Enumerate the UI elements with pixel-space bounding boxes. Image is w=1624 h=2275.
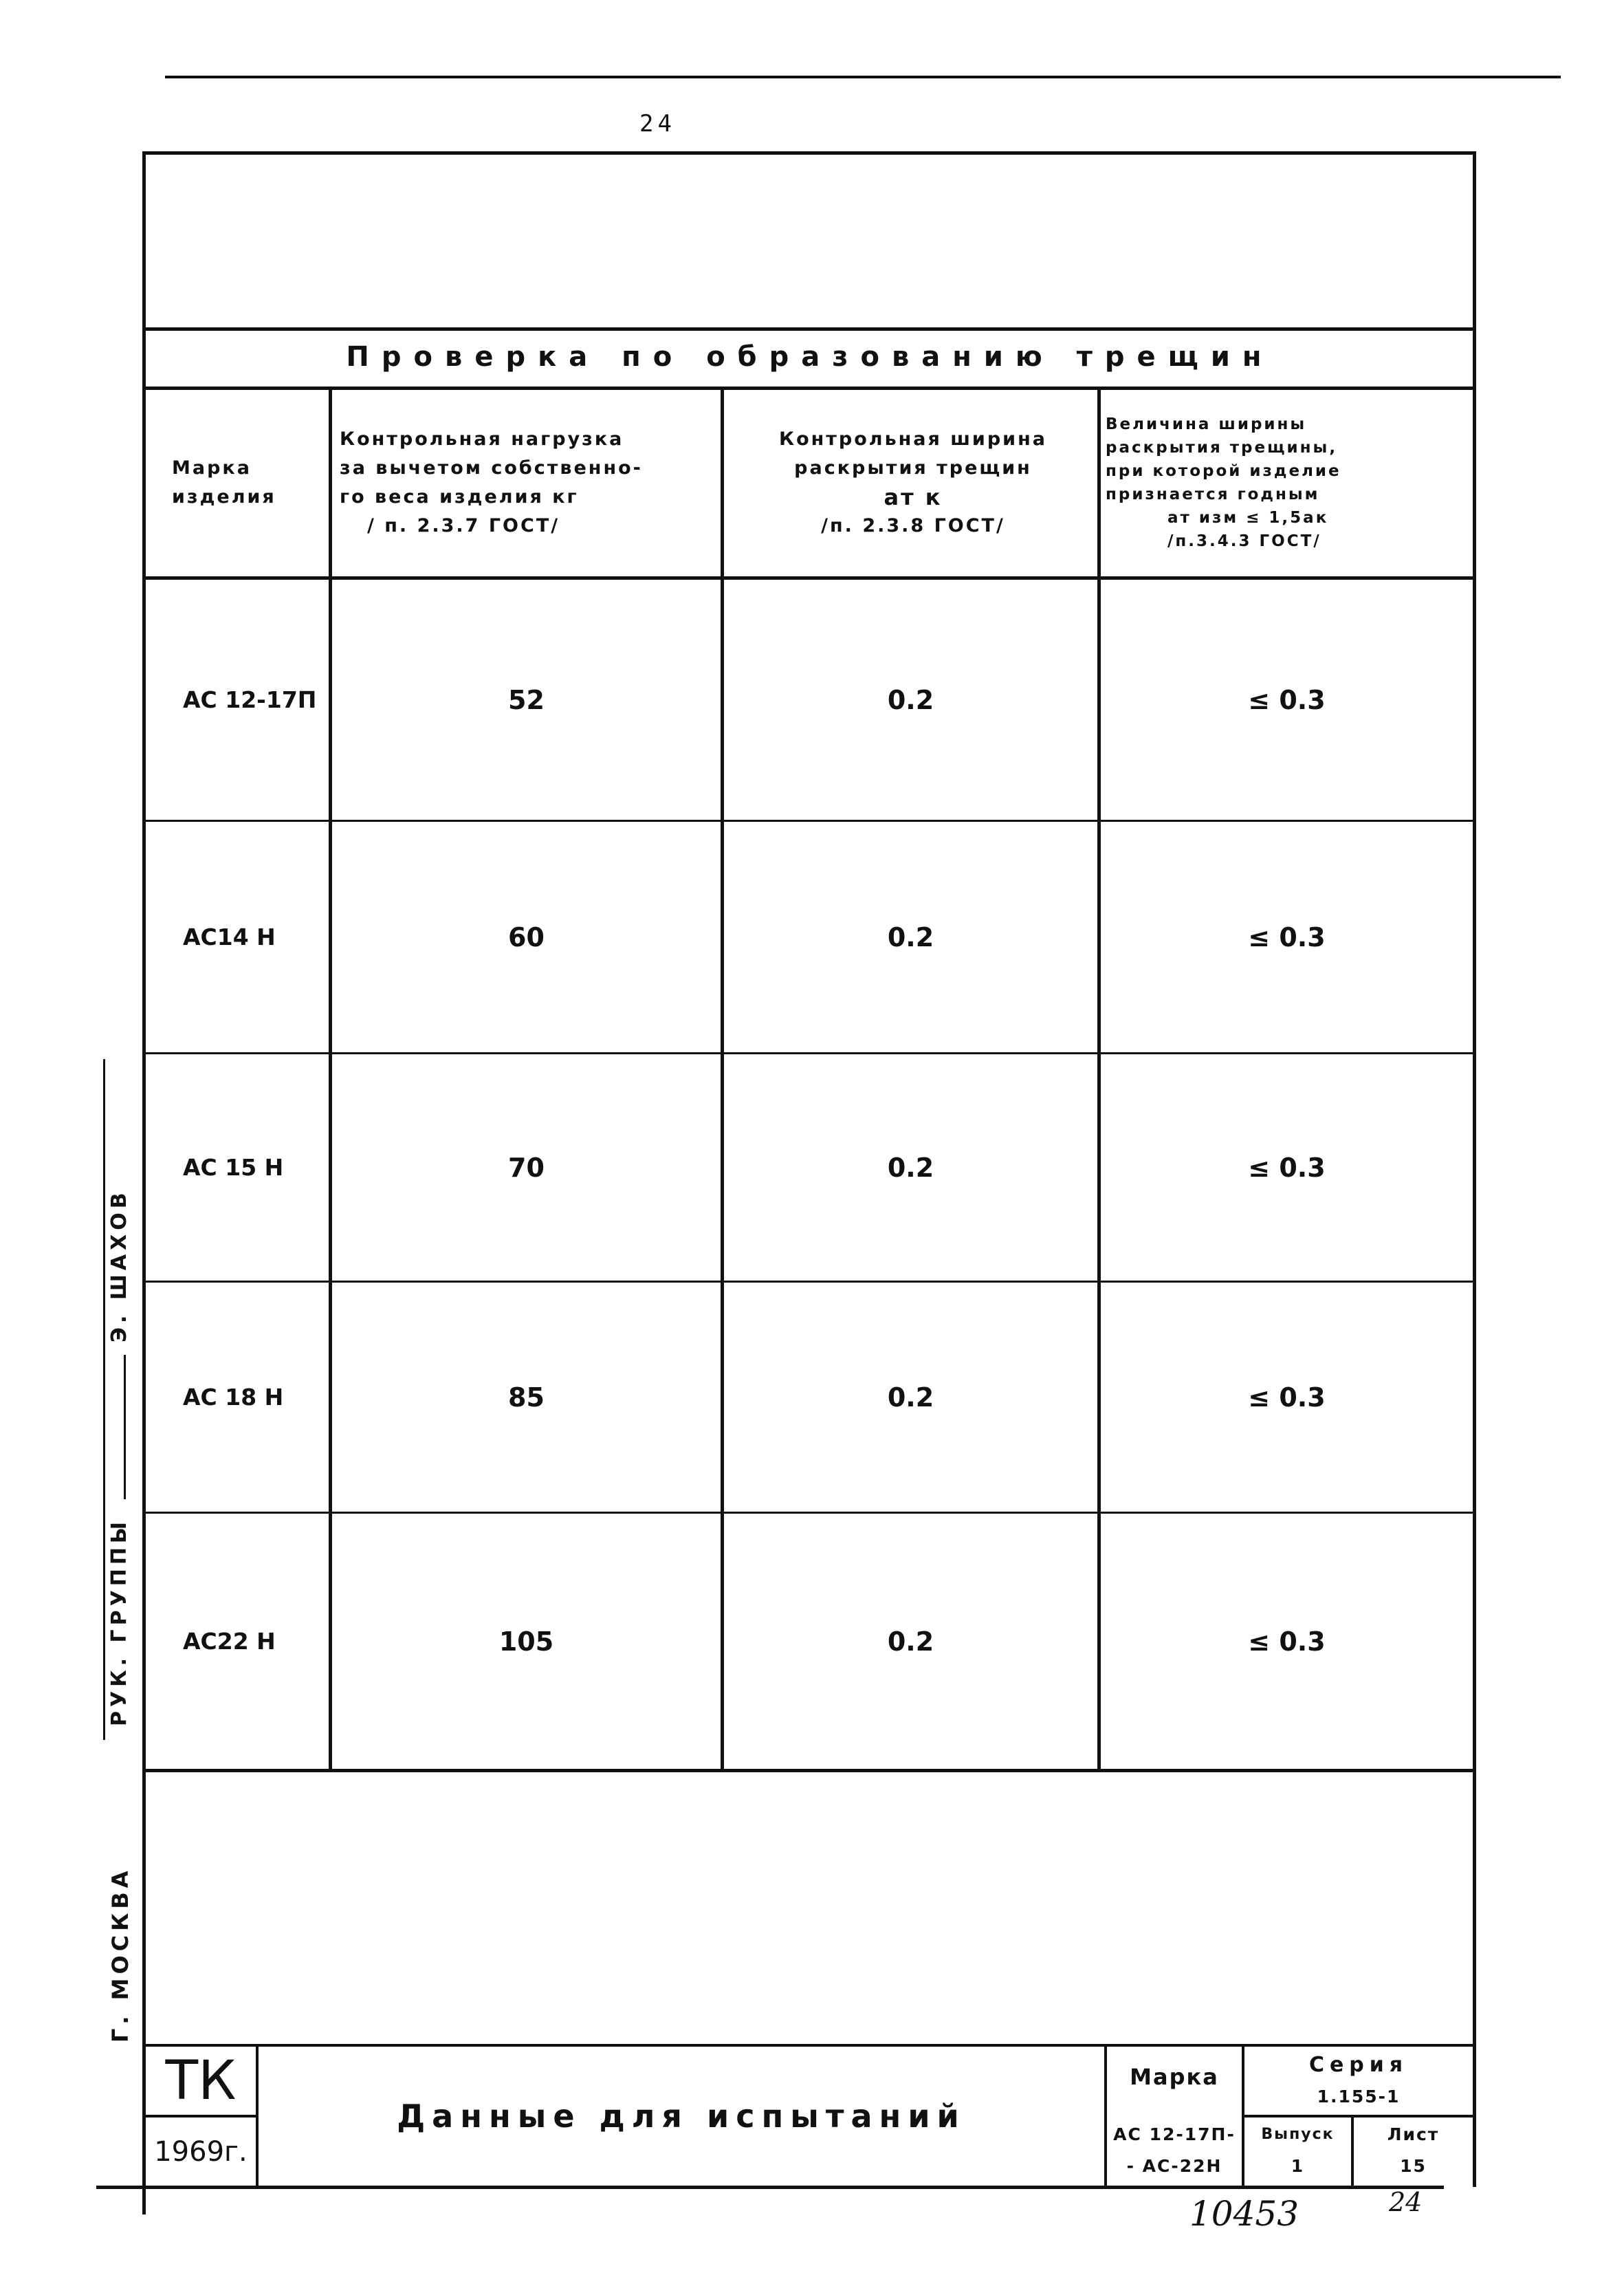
side-label-signature: Э. ШАХОВ <box>107 1188 131 1499</box>
archive-number: 10453 <box>1189 2194 1299 2234</box>
side-label-group-head: РУК. ГРУППЫ <box>107 1517 131 1726</box>
row-1-load: 52 <box>508 684 545 715</box>
header-limit: Величина ширины раскрытия трещины, при которой изделие признается годным ат изм ≤ 1,5ак /п.3.4.3 ГОСТ/ <box>1106 415 1341 550</box>
side-label-city: Г. МОСКВА <box>107 1866 133 2043</box>
row-4-limit: ≤ 0.3 <box>1248 1382 1326 1413</box>
top-border-line <box>165 76 1561 78</box>
row-2-width: 0.2 <box>887 922 934 953</box>
table-title: Проверка по образованию трещин <box>346 341 1274 373</box>
stamp-bottom <box>96 2186 1444 2189</box>
row-4-mark: АС 18 Н <box>183 1384 284 1411</box>
signature-mark <box>124 1355 126 1499</box>
row-1-mark: АС 12-17П <box>183 686 317 713</box>
stamp-series-split <box>1242 2115 1473 2118</box>
row-5-mark: АС22 Н <box>183 1628 276 1655</box>
side-label-frame <box>103 1059 105 1740</box>
row-2-limit: ≤ 0.3 <box>1248 922 1326 953</box>
row-1-limit: ≤ 0.3 <box>1248 684 1326 715</box>
header-mark: Марка изделия <box>172 457 276 508</box>
row-3-load: 70 <box>508 1152 545 1183</box>
row-3-mark: АС 15 Н <box>183 1154 284 1181</box>
stamp-mark-label: Марка <box>1130 2064 1219 2090</box>
stamp-series-value: 1.155-1 <box>1317 2086 1401 2107</box>
page-number: 24 <box>639 110 676 138</box>
table-bottom <box>146 1769 1476 1772</box>
row-1-width: 0.2 <box>887 684 934 715</box>
row-5-limit: ≤ 0.3 <box>1248 1626 1326 1657</box>
row-3-limit: ≤ 0.3 <box>1248 1152 1326 1183</box>
stamp-issue-value: 1 <box>1291 2155 1305 2176</box>
stamp-issue-label: Выпуск <box>1261 2125 1335 2143</box>
frame-top <box>146 151 1476 155</box>
stamp-org: ТК <box>165 2049 237 2112</box>
row-2-load: 60 <box>508 922 545 953</box>
row-2-mark: АС14 Н <box>183 924 276 950</box>
stamp-mark-value-2: - АС-22Н <box>1126 2155 1222 2176</box>
stamp-title: Данные для испытаний <box>397 2098 966 2135</box>
stamp-year: 1969г. <box>154 2135 248 2168</box>
stamp-mark-value-1: АС 12-17П- <box>1113 2124 1236 2144</box>
row-3-width: 0.2 <box>887 1152 934 1183</box>
stamp-sheet-label: Лист <box>1387 2124 1440 2144</box>
archive-sheet: 24 <box>1389 2187 1423 2217</box>
header-load: Контрольная нагрузка за вычетом собственно- го веса изделия кг / п. 2.3.7 ГОСТ/ <box>340 428 643 536</box>
row-4-width: 0.2 <box>887 1382 934 1413</box>
row-5-width: 0.2 <box>887 1626 934 1657</box>
stamp-sheet-value: 15 <box>1400 2155 1427 2176</box>
row-5-load: 105 <box>498 1626 554 1657</box>
frame-right <box>1473 151 1476 2187</box>
header-width: Контрольная ширина раскрытия трещин aт к /п. 2.3.8 ГОСТ/ <box>779 428 1047 536</box>
stamp-series-label: Серия <box>1308 2052 1409 2077</box>
row-4-load: 85 <box>508 1382 545 1413</box>
